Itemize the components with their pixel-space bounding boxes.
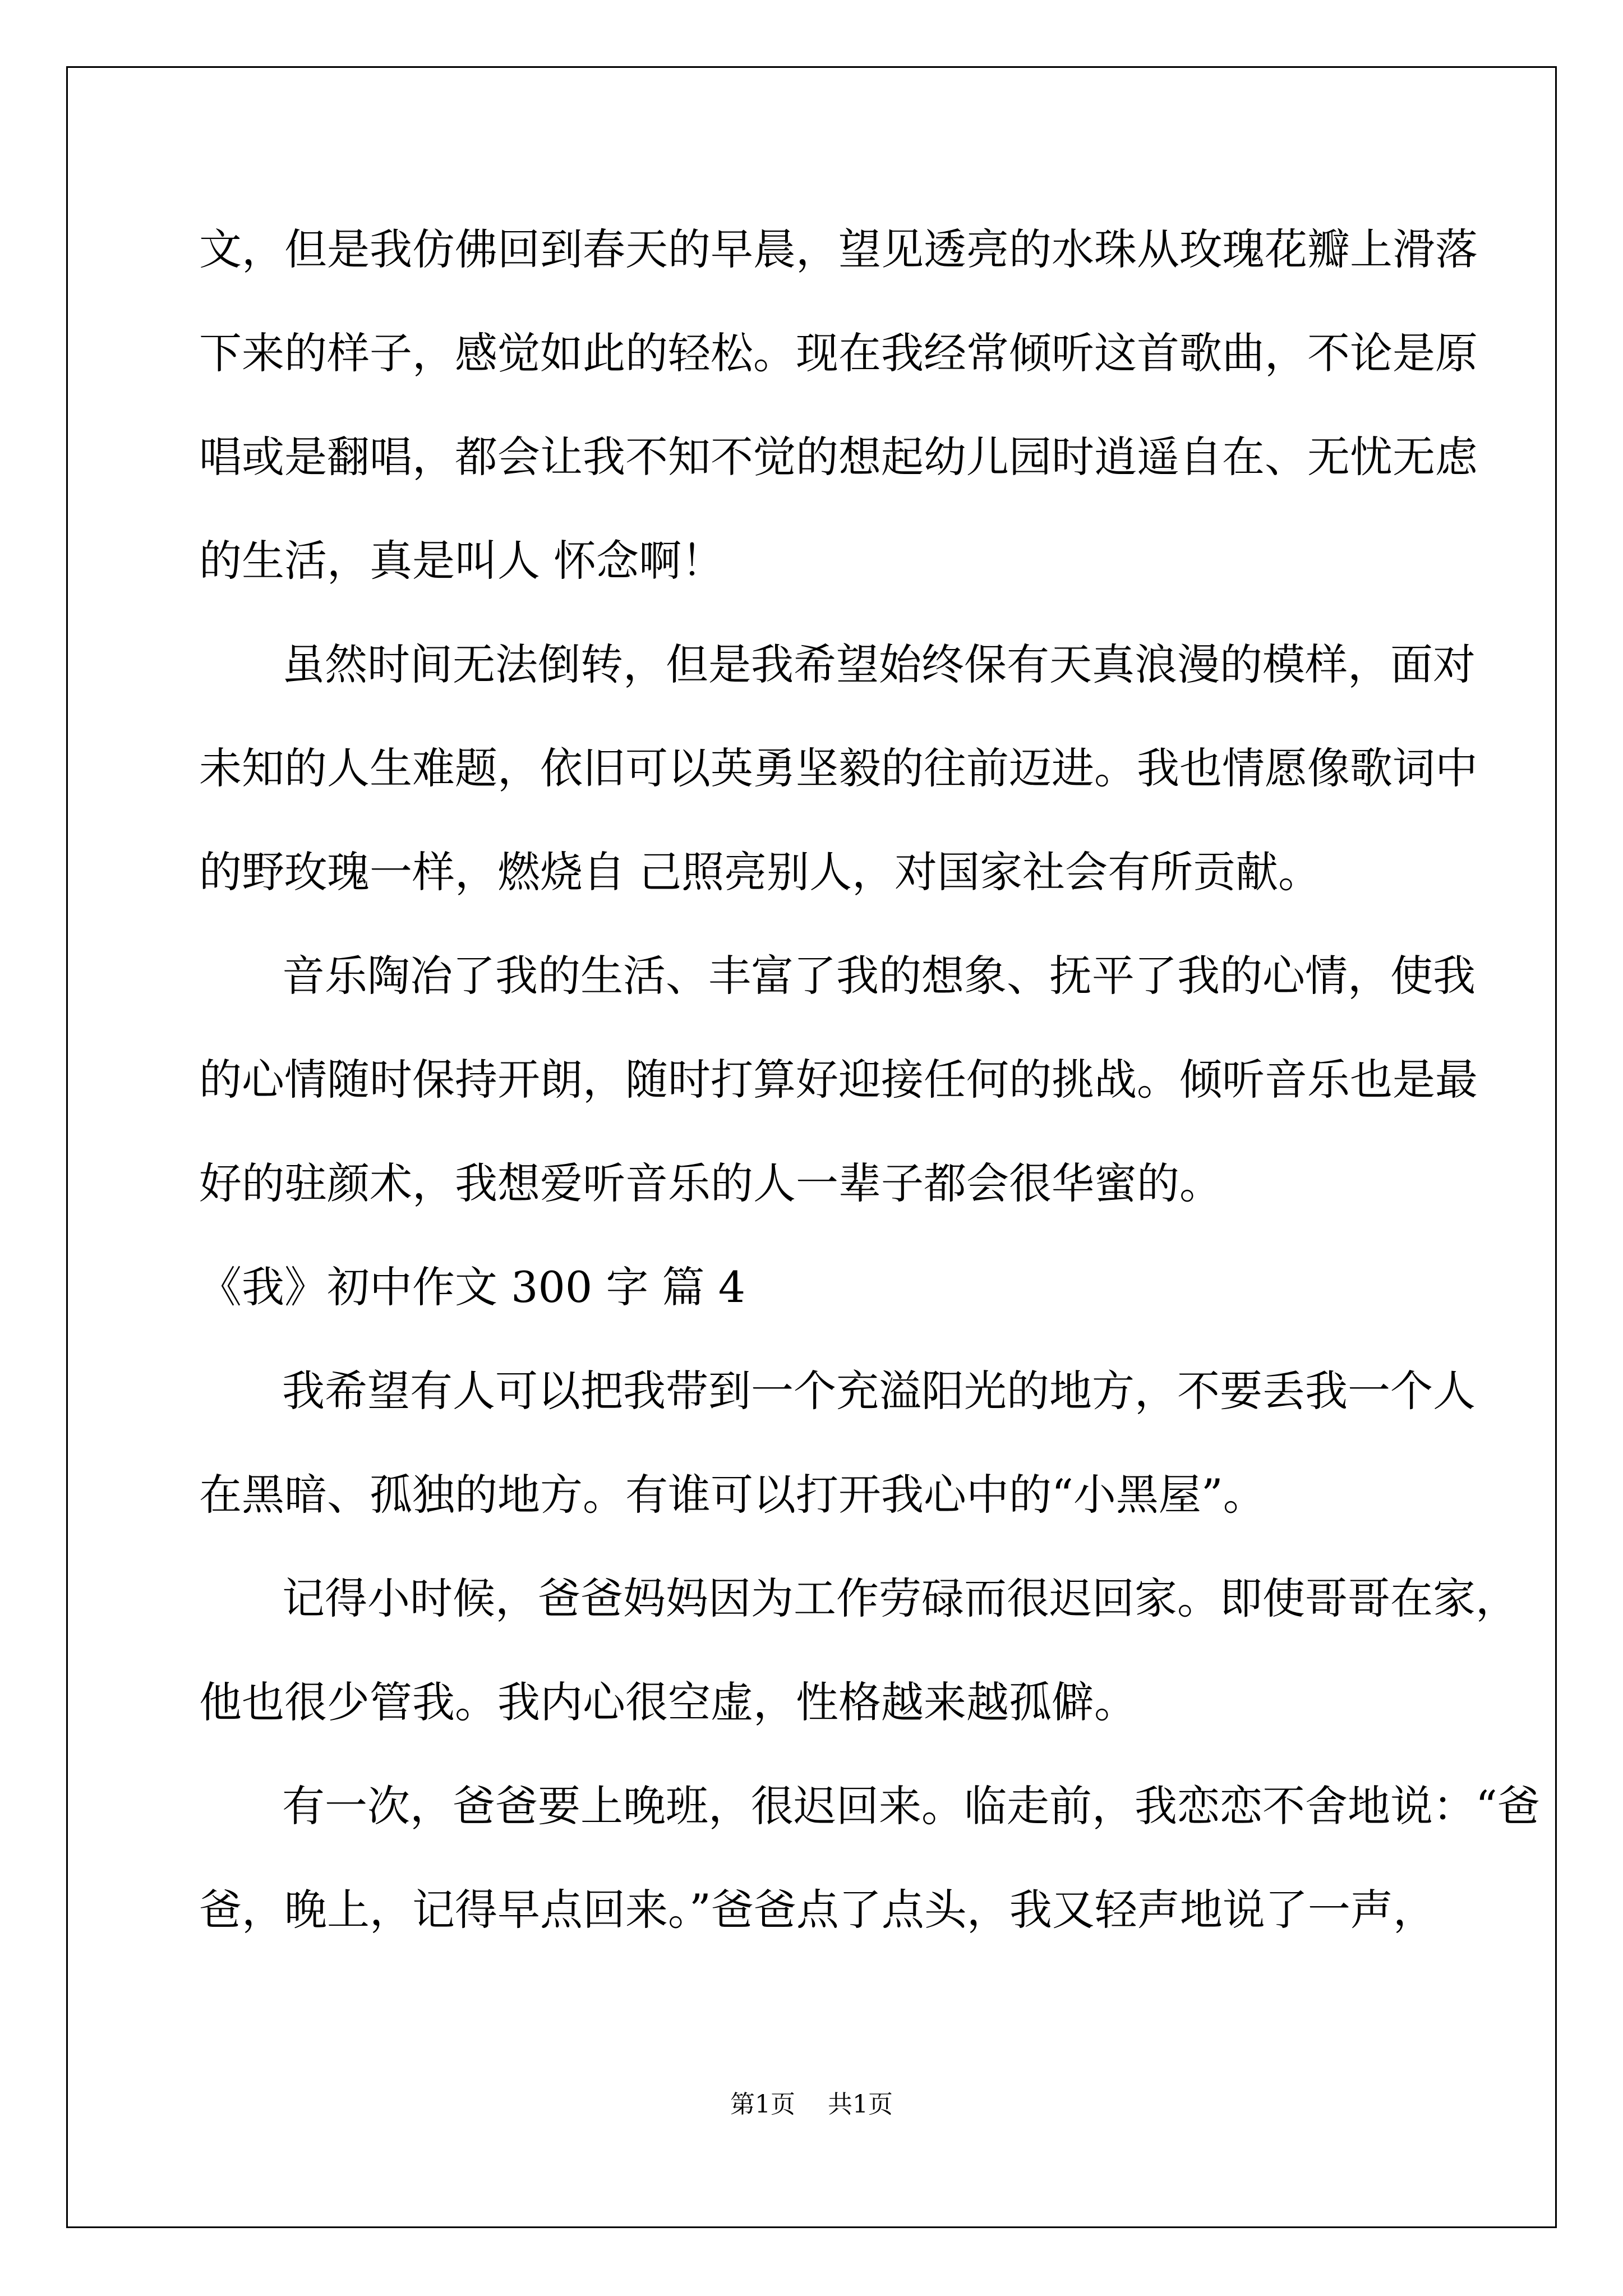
text-line: 他也很少管我。我内心很空虚，性格越来越孤僻。 bbox=[199, 1677, 1137, 1727]
text-line: 唱或是翻唱，都会让我不知不觉的想起幼儿园时逍遥自在、无忧无虑 bbox=[199, 432, 1478, 482]
text-line: 下来的样子，感觉如此的轻松。现在我经常倾听这首歌曲，不论是原 bbox=[199, 328, 1478, 378]
text-line: 爸，晚上，记得早点回来。”爸爸点了点头，我又轻声地说了一声， bbox=[199, 1885, 1436, 1935]
section-heading: 《我》初中作文 300 字 篇 4 bbox=[199, 1262, 746, 1312]
page-number: 第1页 bbox=[730, 2090, 795, 2119]
text-line: 虽然时间无法倒转，但是我希望始终保有天真浪漫的模样，面对 bbox=[282, 639, 1476, 689]
text-line: 有一次，爸爸要上晚班，很迟回来。临走前，我恋恋不舍地说：“爸 bbox=[282, 1781, 1540, 1831]
page-footer bbox=[0, 2088, 1623, 2122]
text-line: 文，但是我仿佛回到春天的早晨，望见透亮的水珠从玫瑰花瓣上滑落 bbox=[199, 224, 1478, 274]
text-line: 在黑暗、孤独的地方。有谁可以打开我心中的“小黑屋”。 bbox=[199, 1470, 1266, 1520]
text-line: 音乐陶冶了我的生活、丰富了我的想象、抚平了我的心情，使我 bbox=[282, 951, 1476, 1001]
text-line: 记得小时候，爸爸妈妈因为工作劳碌而很迟回家。即使哥哥在家， bbox=[282, 1573, 1518, 1623]
page-count: 共1页 bbox=[828, 2090, 893, 2119]
text-line: 的生活，真是叫人 怀念啊！ bbox=[199, 536, 725, 586]
text-line: 的野玫瑰一样，燃烧自 己照亮别人，对国家社会有所贡献。 bbox=[199, 847, 1321, 897]
text-line: 好的驻颜术，我想爱听音乐的人一辈子都会很华蜜的。 bbox=[199, 1158, 1222, 1208]
text-line: 的心情随时保持开朗，随时打算好迎接任何的挑战。倾听音乐也是最 bbox=[199, 1055, 1478, 1105]
text-line: 未知的人生难题，依旧可以英勇坚毅的往前迈进。我也情愿像歌词中 bbox=[199, 743, 1478, 793]
text-line: 我希望有人可以把我带到一个充溢阳光的地方，不要丢我一个人 bbox=[282, 1366, 1476, 1416]
